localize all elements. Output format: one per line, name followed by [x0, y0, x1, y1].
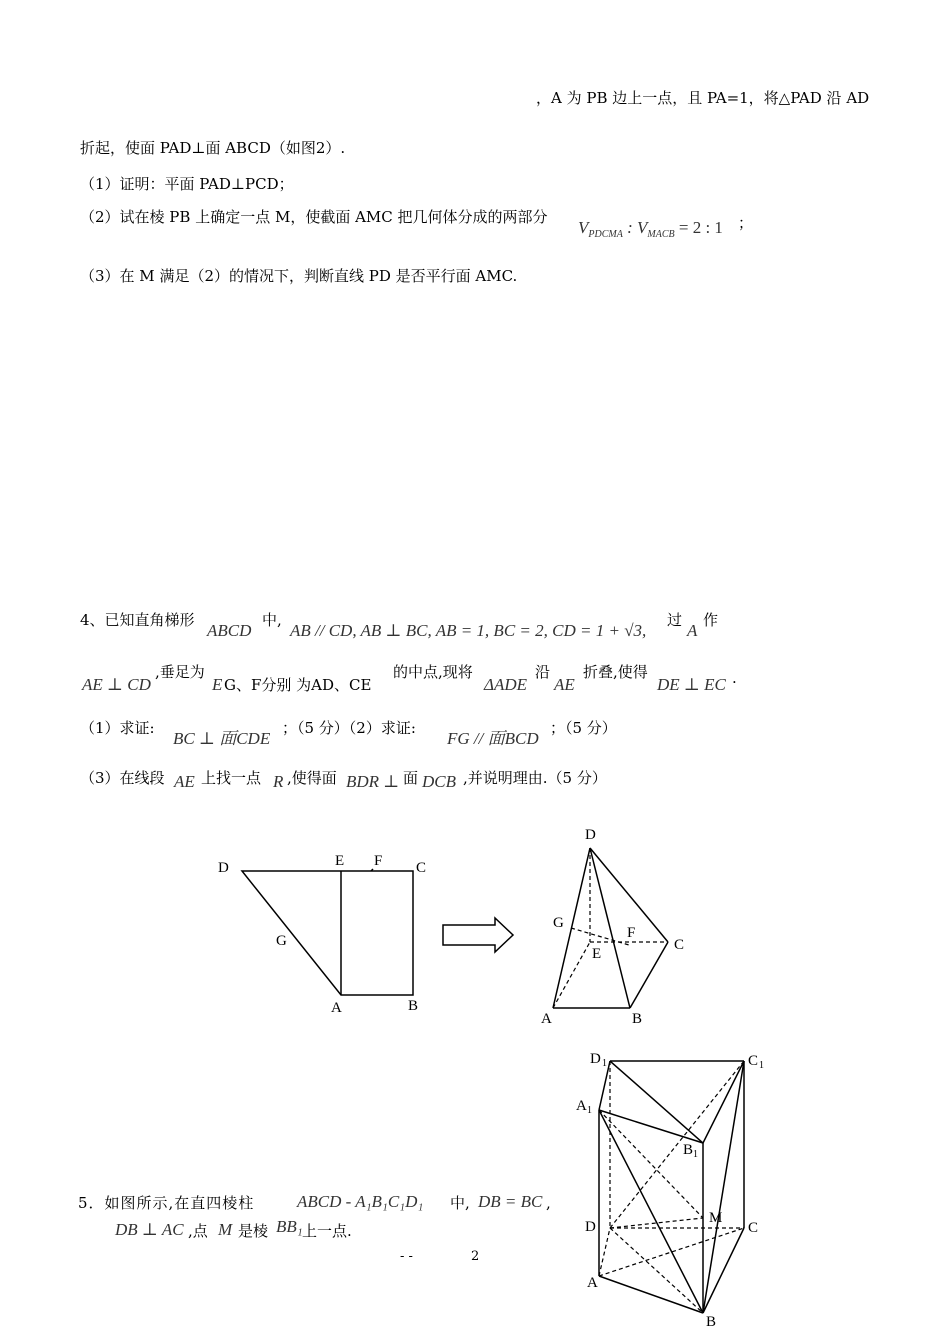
label-prism-C1: C	[748, 1053, 759, 1069]
label-prism-C: C	[748, 1220, 759, 1236]
p4-q1-q2-label: ；（5 分）（2）求证:	[282, 719, 416, 737]
label-left-C: C	[416, 860, 427, 876]
p4-a: A	[687, 621, 698, 640]
label-left-B: B	[408, 998, 419, 1014]
p4-q1-label: （1）求证:	[80, 719, 155, 737]
p3-q2-formula: $V_{PDCMA}$ : $V_{MACB} = 2$ : 1	[578, 218, 723, 240]
p4-dot: .	[732, 669, 737, 687]
p3-q3: （3）在 M 满足（2）的情况下，判断直线 PD 是否平行面 AMC.	[80, 267, 518, 285]
label-right-B: B	[632, 1011, 643, 1027]
p4-head: 4、已知直角梯形	[80, 611, 195, 629]
p4-e: E	[212, 675, 223, 694]
p5-comma: ,	[546, 1194, 551, 1212]
page-number: 2	[471, 1249, 480, 1264]
p4-yan: 沿	[535, 663, 551, 681]
p4-q2-formula: FG // 面BCD	[447, 729, 539, 748]
p4-zhong: 中,	[262, 611, 282, 629]
label-prism-C1-sub: 1	[759, 1060, 764, 1071]
p5-tail2: 是棱	[238, 1222, 269, 1240]
p3-q2-end: ；	[738, 214, 754, 232]
p5-tail3: 上一点.	[302, 1222, 352, 1240]
p5-m: M	[218, 1220, 233, 1239]
label-left-D: D	[218, 860, 229, 876]
prism-figure	[599, 1061, 744, 1313]
p4-q2-points: ；（5 分）	[550, 719, 617, 737]
p4-zuo: 作	[703, 611, 719, 629]
p4-de-ec: DE ⊥ EC	[657, 675, 726, 694]
label-prism-B: B	[706, 1314, 717, 1330]
arrow-icon	[443, 918, 513, 952]
p3-line2: 折起，使面 PAD⊥面 ABCD（如图2）.	[80, 139, 346, 157]
label-right-E: E	[592, 946, 602, 962]
p4-q3-r: R	[273, 772, 284, 791]
label-right-A: A	[541, 1011, 552, 1027]
p4-abcd: ABCD	[207, 621, 252, 640]
p4-ae: AE	[554, 675, 575, 694]
p4-q3-a: （3）在线段	[80, 769, 165, 787]
label-left-F: F	[374, 853, 383, 869]
p5-head: 5．如图所示,在直四棱柱	[78, 1194, 255, 1212]
label-prism-B1-sub: 1	[693, 1149, 698, 1160]
p4-q3-b: 上找一点	[201, 769, 262, 787]
p4-gf: G、F分别 为AD、CE	[224, 676, 372, 694]
p4-guo: 过	[667, 611, 683, 629]
p4-q3-ae: AE	[174, 772, 195, 791]
label-prism-A1: A	[576, 1098, 587, 1114]
p4-cond: AB // CD, AB ⊥ BC, AB = 1, BC = 2, CD = 1 + √3,	[290, 621, 647, 640]
p5-tail1: ,点	[188, 1222, 208, 1240]
p4-ae-cd: AE ⊥ CD	[82, 675, 151, 694]
footer-dash: - -	[400, 1249, 413, 1264]
p5-bb1: BB₁	[276, 1217, 303, 1236]
p4-q3-e: ,并说明理由.（5 分）	[463, 769, 607, 787]
label-prism-D1-sub: 1	[602, 1058, 607, 1069]
p3-line1: ，A 为 PB 边上一点，且 PA=1，将△PAD 沿 AD	[536, 89, 870, 107]
label-prism-D1: D	[590, 1051, 601, 1067]
p5-prism: ABCD - A₁B₁C₁D₁	[297, 1192, 424, 1211]
p4-zhedie: 折叠,使得	[583, 663, 648, 681]
trapezoid-figure	[242, 869, 413, 995]
label-left-G: G	[276, 933, 287, 949]
label-right-D: D	[585, 827, 596, 843]
p3-q2: （2）试在棱 PB 上确定一点 M，使截面 AMC 把几何体分成的两部分	[80, 208, 548, 226]
label-left-E: E	[335, 853, 345, 869]
p4-q3-c: ,使得面	[287, 769, 337, 787]
p3-q1: （1）证明：平面 PAD⊥PCD；	[80, 175, 294, 193]
p4-mid: 的中点,现将	[393, 663, 473, 681]
p4-q1-formula: BC ⊥ 面CDE	[173, 729, 271, 748]
label-left-A: A	[331, 1000, 342, 1016]
label-prism-A: A	[587, 1275, 598, 1291]
label-prism-D: D	[585, 1219, 596, 1235]
p4-q3-d: 面	[403, 769, 419, 787]
label-prism-M: M	[709, 1210, 723, 1226]
label-right-G: G	[553, 915, 564, 931]
label-prism-A1-sub: 1	[587, 1105, 592, 1116]
label-right-F: F	[627, 925, 636, 941]
label-right-C: C	[674, 937, 685, 953]
p5-zhong: 中,	[450, 1194, 470, 1212]
pyramid-figure	[553, 848, 668, 1008]
p4-ade: ΔADE	[484, 675, 528, 694]
p5-cond1: DB = BC	[478, 1192, 543, 1211]
p4-chuizu: ,垂足为	[155, 663, 205, 681]
p5-cond2: DB ⊥ AC	[115, 1220, 184, 1239]
p4-q3-f1: BDR ⊥	[346, 772, 400, 791]
p4-q3-f2: DCB	[422, 772, 456, 791]
label-prism-B1: B	[683, 1142, 694, 1158]
